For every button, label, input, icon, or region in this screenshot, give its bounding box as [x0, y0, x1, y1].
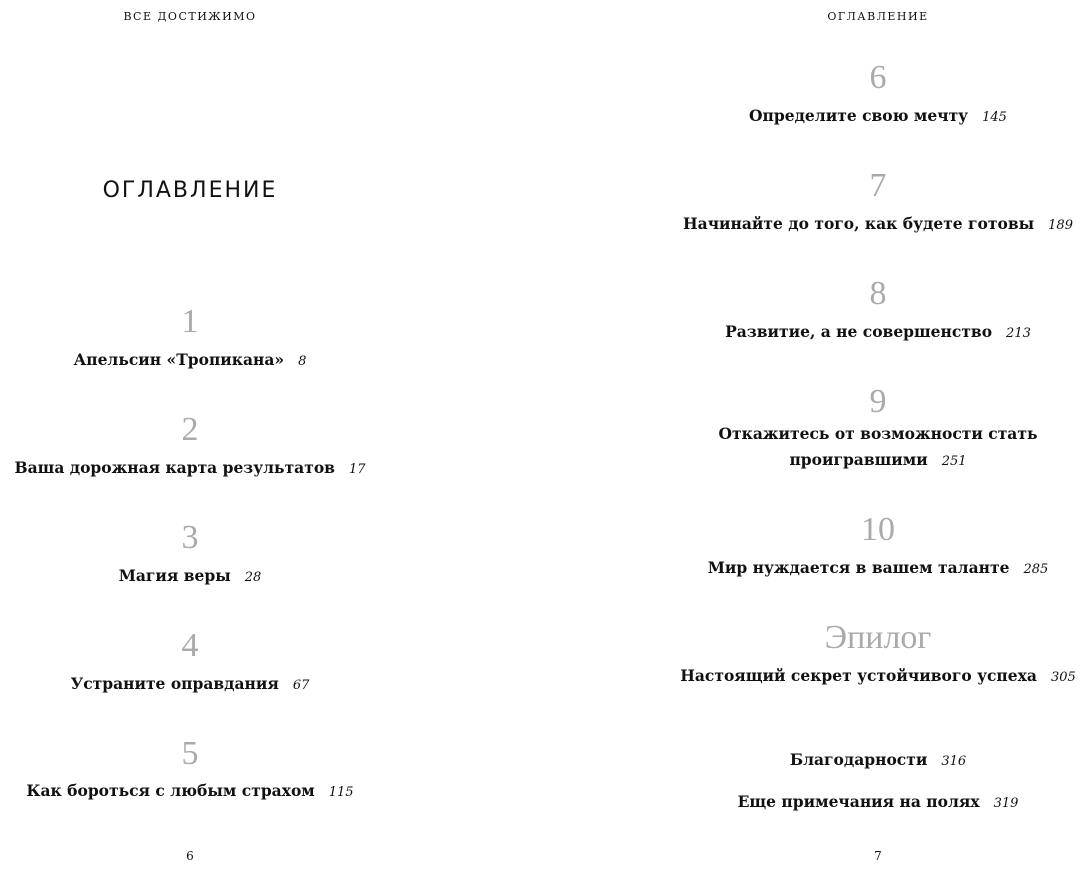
- toc-entry-4[interactable]: [0, 671, 380, 699]
- page-number: 316: [941, 754, 967, 769]
- toc-entry-8[interactable]: [668, 319, 1088, 347]
- chapter-number-1: 1: [181, 303, 199, 340]
- chapter-number-4: 4: [181, 627, 199, 664]
- chapter-title: Мир нуждается в вашем таланте: [707, 558, 1010, 577]
- page-folio-left: 6: [186, 849, 194, 863]
- chapter-number-2: 2: [181, 411, 199, 448]
- toc-entry-3[interactable]: [0, 563, 380, 591]
- page-number: 305: [1050, 670, 1076, 685]
- toc-entry-5[interactable]: [0, 778, 380, 806]
- toc-entry-epilogue[interactable]: [668, 663, 1088, 691]
- running-head-left: ВСЕ ДОСТИЖИМО: [123, 10, 257, 23]
- chapter-number-10: 10: [861, 511, 895, 548]
- toc-entry-notes[interactable]: [668, 789, 1088, 817]
- chapter-title-line2: проигравшими: [789, 450, 928, 469]
- chapter-number-8: 8: [869, 275, 887, 312]
- page-number: 8: [298, 354, 307, 369]
- chapter-title: Как бороться с любым страхом: [26, 781, 315, 800]
- toc-entry-acknowledgements[interactable]: [668, 747, 1088, 775]
- running-head-right: ОГЛАВЛЕНИЕ: [827, 10, 929, 23]
- toc-entry-7[interactable]: [668, 211, 1088, 239]
- page-number: 28: [244, 570, 262, 585]
- toc-entry-9[interactable]: [668, 421, 1088, 475]
- page-number: 213: [1006, 326, 1031, 341]
- chapter-title: Магия веры: [118, 566, 231, 585]
- page-number: 285: [1023, 562, 1049, 577]
- chapter-title: Определите свою мечту: [749, 106, 969, 125]
- toc-entry-10[interactable]: [668, 555, 1088, 583]
- chapter-title: Начинайте до того, как будете готовы: [683, 214, 1035, 233]
- right-page: [668, 0, 1088, 876]
- chapter-title: Устраните оправдания: [70, 674, 279, 693]
- chapter-title: Развитие, а не совершенство: [725, 322, 993, 341]
- chapter-number-7: 7: [869, 167, 887, 204]
- page-number: 251: [941, 454, 967, 469]
- toc-title: ОГЛАВЛЕНИЕ: [102, 178, 278, 203]
- chapter-title: Настоящий секрет устойчивого успеха: [680, 666, 1037, 685]
- page-number: 189: [1048, 218, 1073, 233]
- page-number: 319: [993, 796, 1019, 811]
- chapter-title-line1: Откажитесь от возможности стать: [718, 424, 1038, 443]
- toc-entry-1[interactable]: [0, 347, 380, 375]
- chapter-number-5: 5: [181, 735, 199, 772]
- page-folio-right: 7: [874, 849, 882, 863]
- toc-entry-6[interactable]: [668, 103, 1088, 131]
- chapter-title: Апельсин «Тропикана»: [73, 350, 285, 369]
- back-matter-title: Благодарности: [789, 750, 928, 769]
- toc-entry-2[interactable]: [0, 455, 380, 483]
- chapter-title: Ваша дорожная карта результатов: [14, 458, 335, 477]
- page-number: 67: [292, 678, 310, 693]
- chapter-number-3: 3: [181, 519, 199, 556]
- chapter-number-9: 9: [869, 383, 887, 420]
- left-page: [0, 0, 380, 876]
- chapter-number-6: 6: [869, 59, 887, 96]
- page-number: 17: [348, 462, 366, 477]
- back-matter-title: Еще примечания на полях: [737, 792, 980, 811]
- page-number: 145: [982, 110, 1007, 125]
- page-number: 115: [328, 785, 354, 800]
- epilogue-label: Эпилог: [824, 619, 932, 656]
